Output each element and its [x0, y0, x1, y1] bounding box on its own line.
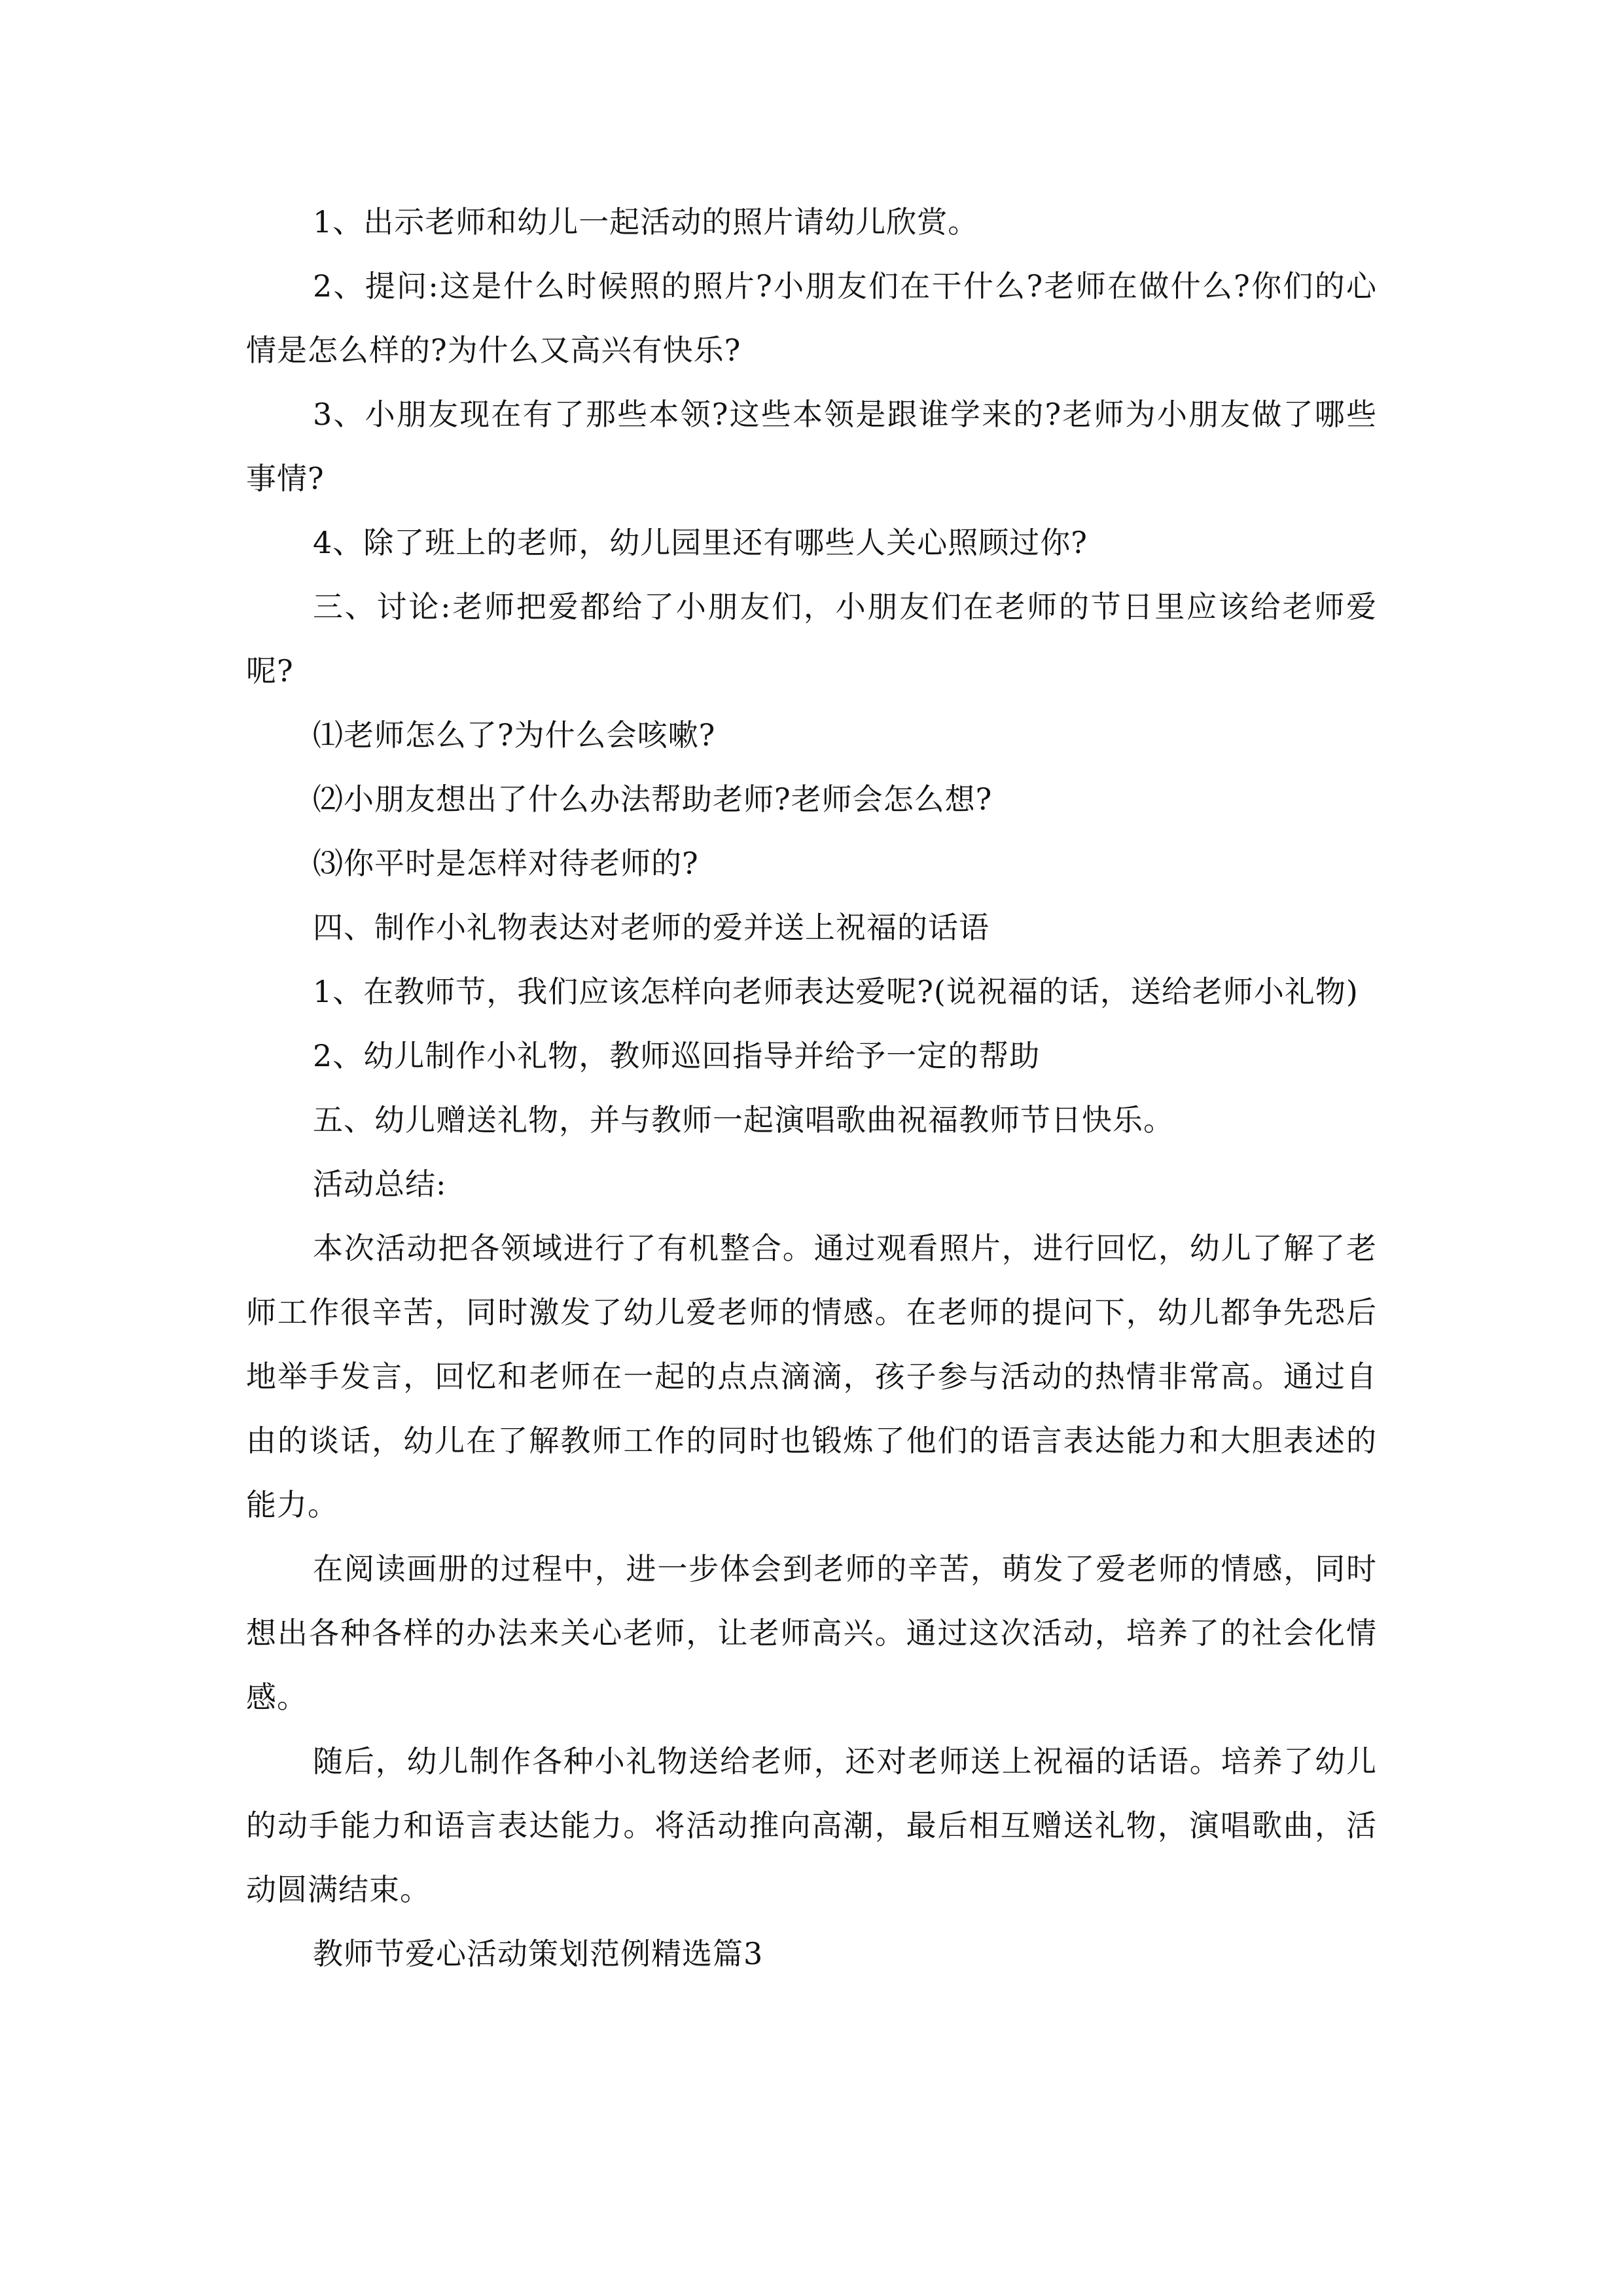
document-body	[246, 190, 1377, 1986]
next-article-title: 教师节爱心活动策划范例精选篇3	[313, 1936, 764, 1971]
discussion-question-1: ⑴老师怎么了?为什么会咳嗽?	[313, 717, 716, 753]
paragraph-step-1: 1、出示老师和幼儿一起活动的照片请幼儿欣赏。	[313, 204, 979, 240]
paragraph-step-4: 4、除了班上的老师，幼儿园里还有哪些人关心照顾过你?	[313, 525, 1088, 560]
paragraph-step-2: 2、提问:这是什么时候照的照片?小朋友们在干什么?老师在做什么?你们的心情是怎么样的?为什么又高兴有快乐?	[246, 268, 1377, 368]
discussion-question-3: ⑶你平时是怎样对待老师的?	[313, 846, 699, 881]
summary-heading: 活动总结:	[313, 1166, 447, 1202]
section-gift-giving: 五、幼儿赠送礼物，并与教师一起演唱歌曲祝福教师节日快乐。	[313, 1102, 1174, 1138]
summary-paragraph-2: 在阅读画册的过程中，进一步体会到老师的辛苦，萌发了爱老师的情感，同时想出各种各样的办法来关心老师，让老师高兴。通过这次活动，培养了的社会化情感。	[246, 1551, 1377, 1715]
paragraph-step-3: 3、小朋友现在有了那些本领?这些本领是跟谁学来的?老师为小朋友做了哪些事情?	[246, 397, 1377, 496]
gift-step-2: 2、幼儿制作小礼物，教师巡回指导并给予一定的帮助	[313, 1038, 1041, 1073]
discussion-question-2: ⑵小朋友想出了什么办法帮助老师?老师会怎么想?	[313, 781, 993, 817]
section-discussion: 三、讨论:老师把爱都给了小朋友们，小朋友们在老师的节日里应该给老师爱呢?	[246, 589, 1377, 689]
gift-step-1: 1、在教师节，我们应该怎样向老师表达爱呢?(说祝福的话，送给老师小礼物)	[313, 974, 1359, 1009]
summary-paragraph-1: 本次活动把各领域进行了有机整合。通过观看照片，进行回忆，幼儿了解了老师工作很辛苦，同时激发了幼儿爱老师的情感。在老师的提问下，幼儿都争先恐后地举手发言，回忆和老师在一起的点点滴滴，孩子参与活动的热情非常高。通过自由的谈话，幼儿在了解教师工作的同时也锻炼了他们的语言表达能力和大胆表述的能力。	[246, 1230, 1377, 1522]
section-gift-making: 四、制作小礼物表达对老师的爱并送上祝福的话语	[313, 910, 990, 945]
summary-paragraph-3: 随后，幼儿制作各种小礼物送给老师，还对老师送上祝福的话语。培养了幼儿的动手能力和语言表达能力。将活动推向高潮，最后相互赠送礼物，演唱歌曲，活动圆满结束。	[246, 1744, 1377, 1907]
